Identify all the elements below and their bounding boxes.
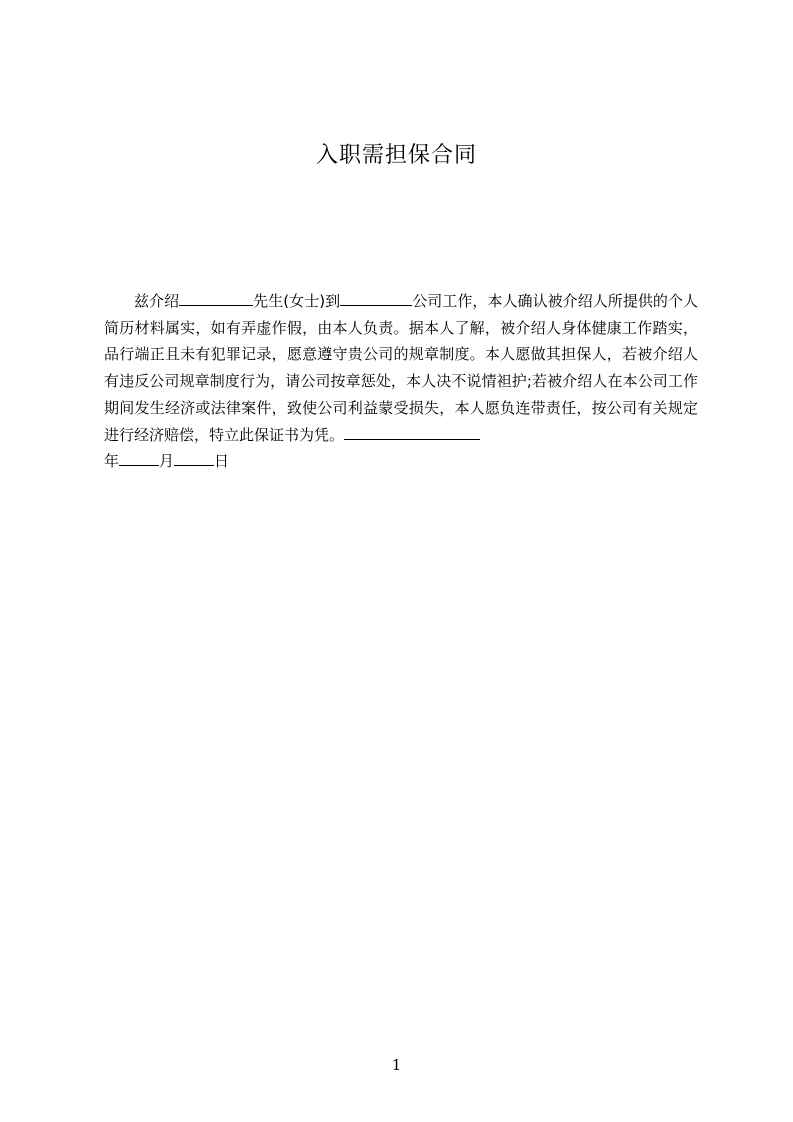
introducee-name-blank[interactable]	[179, 289, 253, 306]
year-label: 年	[104, 452, 120, 471]
day-label: 日	[214, 452, 230, 471]
document-title: 入职需担保合同	[315, 143, 477, 168]
date-line	[104, 452, 229, 470]
intro-text: 兹介绍	[134, 292, 180, 310]
day-blank[interactable]	[174, 449, 214, 466]
guarantee-paragraph	[104, 288, 698, 475]
page-number: 1	[391, 1056, 402, 1074]
month-blank[interactable]	[119, 449, 159, 466]
month-label: 月	[159, 452, 175, 471]
company-name-blank[interactable]	[340, 289, 412, 306]
title-text: 先生(女士)到	[253, 292, 341, 310]
guarantee-body-text: 公司工作，本人确认被介绍人所提供的个人简历材料属实，如有弄虚作假，由本人负责。据本人了解，被介绍人身体健康工作踏实，品行端正且未有犯罪记录，愿意遵守贵公司的规章制度。本人愿做其担保人，若被介绍人有违反公司规章制度行为，请公司按章惩处，本人决不说情袒护;若被介绍人在本公司工作期间发生经济或法律案件，致使公司利益蒙受损失，本人愿负连带责任，按公司有关规定进行经济赔偿，特立此保证书为凭。	[104, 292, 698, 444]
signature-blank[interactable]	[344, 423, 480, 440]
